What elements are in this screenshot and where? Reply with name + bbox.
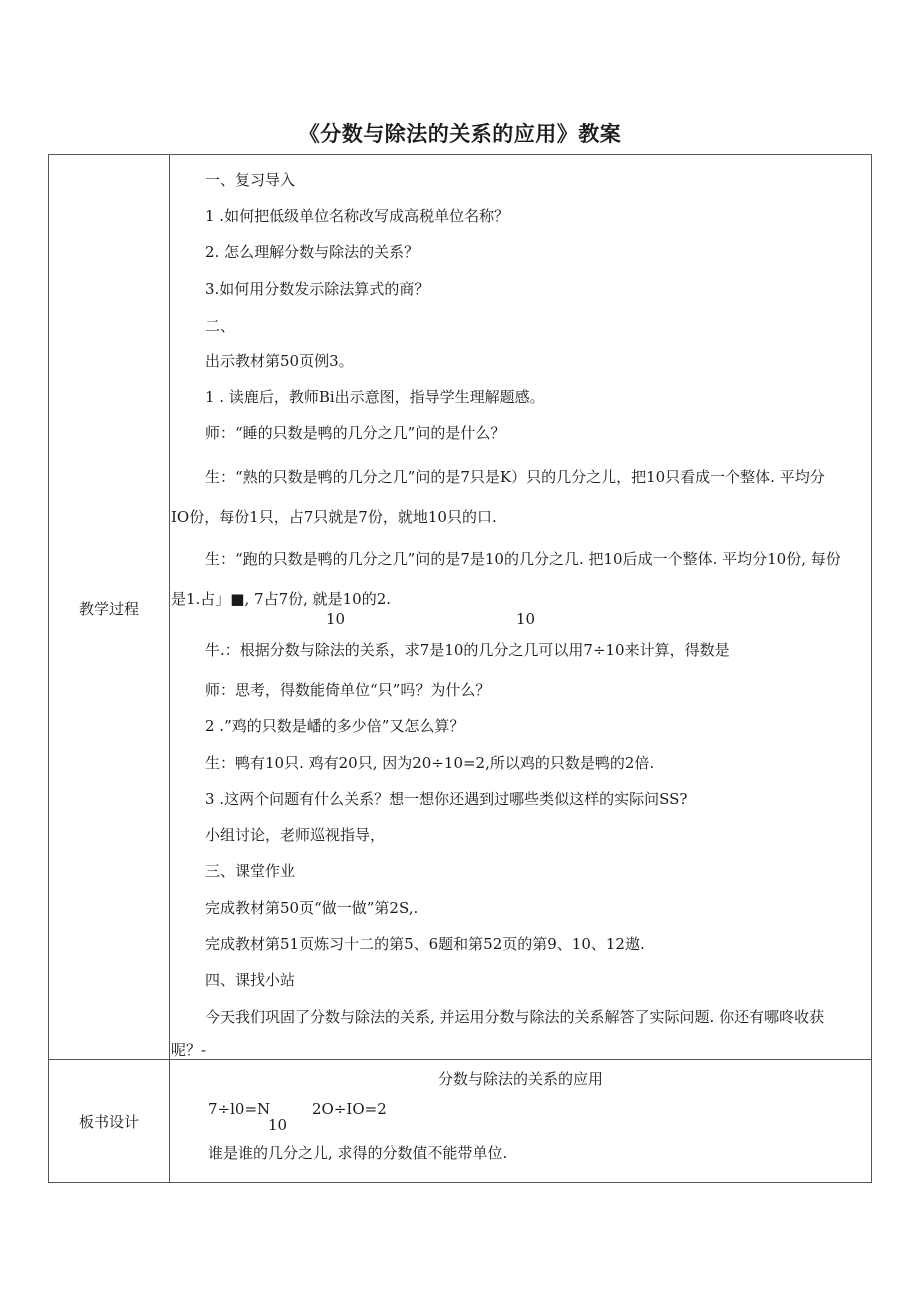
row-label-board-design: 板书设计 [78,1113,139,1131]
board-heading: 分数与除法的关系的应用 [437,1070,603,1088]
lesson-paragraph: 生：“熟的只数是鸭的几分之几”问的是7只是K）只的几分之儿，把10只看成一个整体. 平均分 [205,468,825,486]
board-equation: 7÷l0=N [208,1100,271,1118]
lesson-paragraph: 今天我们巩固了分数与除法的关系, 并运用分数与除法的关系解答了实际问题. 你还有哪咚收获 [205,1008,825,1026]
lesson-paragraph: 完成教材第51页炼习十二的第5、6题和第52页的第9、10、12遨. [205,935,645,953]
lesson-paragraph: 1 .如何把低级单位名称改写成高税单位名称？ [205,207,510,225]
board-note: 谁是谁的几分之儿, 求得的分数值不能带单位. [208,1144,508,1162]
lesson-paragraph: IO份，每份1只，占7只就是7份，就地10只的口. [171,508,497,526]
lesson-paragraph: 生：鸭有10只. 鸡有20只, 因为20÷10=2,所以鸡的只数是鸭的2倍. [205,754,655,772]
lesson-paragraph: 出示教材第50页例3。 [205,352,354,370]
lesson-paragraph: 1 . 读鹿后，教师Bi出示意图，指导学生理解题感。 [205,388,545,406]
fraction-denominator: 10 [516,610,536,628]
fraction-denominator: 10 [326,610,346,628]
lesson-paragraph: 小组讨论，老师巡视指导， [205,826,386,844]
lesson-section-heading: 一、复习导入 [205,171,296,189]
lesson-paragraph: 牛.：根据分数与除法的关系，求7是10的几分之几可以用7÷10来计算，得数是 [205,641,730,659]
lesson-section-heading: 四、课找小站 [205,971,296,989]
lesson-paragraph: 师：“睡的只数是鸭的几分之几”问的是什么？ [205,424,506,442]
lesson-paragraph: 是1.占」■, 7占7份, 就是10的2. [171,590,392,608]
lesson-paragraph: 完成教材第50页“做一做”第2S,. [205,899,419,917]
table-border-top [48,154,872,155]
lesson-paragraph: 3 .这两个问题有什么关系？想一想你还遇到过哪些类似这样的实际问SS? [205,790,688,808]
lesson-section-heading: 三、课堂作业 [205,862,296,880]
page-title: 《分数与除法的关系的应用》教案 [298,122,622,146]
lesson-paragraph: 呢？- [171,1041,207,1059]
row-label-teaching-process: 教学过程 [78,600,139,618]
table-border-divider [169,154,170,1183]
lesson-paragraph: 2. 怎么理解分数与除法的关系？ [205,243,420,261]
lesson-paragraph: 师：思考，得数能倚单位“只”吗？为什么？ [205,681,491,699]
table-border-bottom [48,1182,872,1183]
lesson-paragraph: 3.如何用分数发示除法算式的商？ [205,280,430,298]
lesson-paragraph: 生：“跑的只数是鸭的几分之几”问的是7是10的几分之几. 把10后成一个整体. 平均分10份, 每份 [205,550,841,568]
lesson-section-heading: 二、 [205,317,236,335]
table-border-left [48,154,49,1183]
lesson-paragraph: 2 .”鸡的只数是嶓的多少倍”又怎么算？ [205,717,465,735]
board-equation: 2O÷IO=2 [312,1100,387,1118]
table-border-right [871,154,872,1183]
board-equation-denominator: 10 [268,1116,288,1134]
